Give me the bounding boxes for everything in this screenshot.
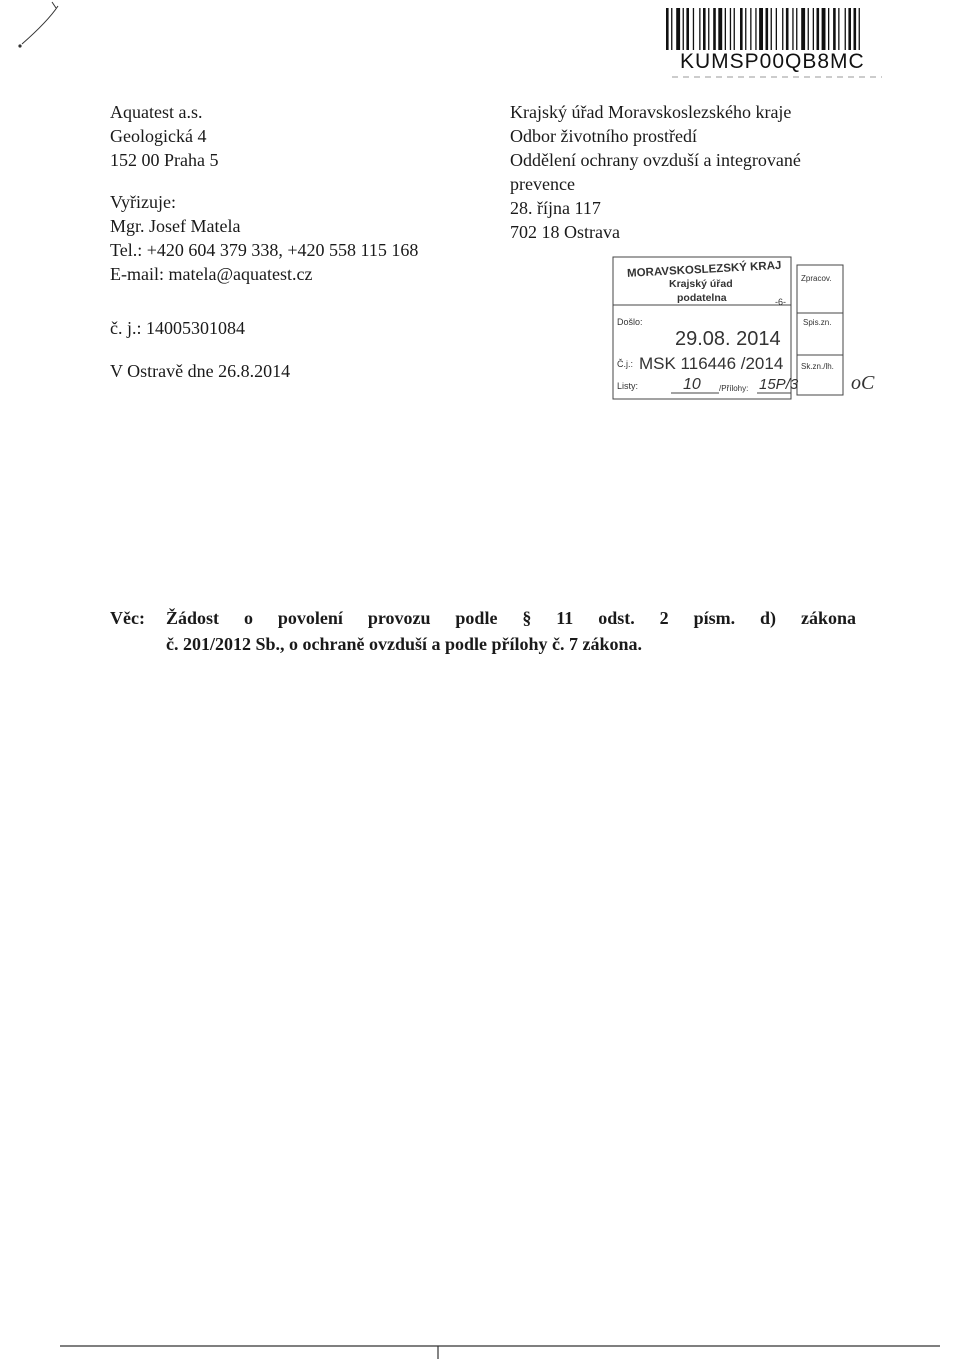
barcode-image (666, 8, 876, 50)
stamp-received-label: Došlo: (617, 317, 643, 327)
stamp-office-number: -6- (775, 297, 786, 307)
subject-text-line-1: Žádost o povolení provozu podle § 11 odst. 2 písm. d) zákona (166, 608, 856, 628)
sender-email: E-mail: matela@aquatest.cz (110, 264, 313, 284)
stamp-attachments-label: /Přílohy: (719, 384, 749, 393)
recipient-address (510, 100, 801, 244)
stamp-file-label: Spis.zn. (803, 318, 832, 327)
stamp-ref-label: Č.j.: (617, 359, 634, 369)
footer-rule (60, 1344, 940, 1359)
reference-number: č. j.: 14005301084 (110, 318, 245, 338)
handler-name: Mgr. Josef Matela (110, 216, 241, 236)
place-and-date: V Ostravě dne 26.8.2014 (110, 361, 291, 381)
barcode-underline (672, 74, 882, 80)
stamp-shred-label: Sk.zn./lh. (801, 362, 834, 371)
stamp-ref-number: MSK 116446 /2014 (639, 354, 784, 373)
recipient-line: 28. října 117 (510, 198, 601, 218)
handwritten-mark: oC (851, 372, 875, 394)
stamp-header-registry: podatelna (677, 292, 727, 304)
stamp-right-box (797, 265, 843, 395)
stamp-attachments-value: 15P/3 (759, 376, 799, 393)
barcode-number: KUMSP00QB8MC (680, 50, 865, 73)
handler-label: Vyřizuje: (110, 192, 176, 212)
stamp-sheets-label: Listy: (617, 381, 639, 391)
stamp-header-region: MORAVSKOSLEZSKÝ KRAJ (626, 259, 782, 280)
recipient-line: Odbor životního prostředí (510, 126, 697, 146)
stamp-processor-label: Zpracov. (801, 274, 832, 283)
recipient-line: Krajský úřad Moravskoslezského kraje (510, 102, 792, 122)
stamp-sheets-value: 10 (683, 376, 701, 393)
stamp-received-date: 29.08. 2014 (675, 328, 781, 350)
sender-city: 152 00 Praha 5 (110, 150, 219, 170)
sender-company: Aquatest a.s. (110, 102, 203, 122)
recipient-line: prevence (510, 174, 575, 194)
subject-text-line-2: č. 201/2012 Sb., o ochraně ovzduší a podle přílohy č. 7 zákona. (166, 634, 643, 654)
sender-address (110, 100, 418, 286)
sender-phone: Tel.: +420 604 379 338, +420 558 115 168 (110, 240, 419, 260)
recipient-line: Oddělení ochrany ovzduší a integrované (510, 150, 801, 170)
sender-street: Geologická 4 (110, 126, 207, 146)
recipient-line: 702 18 Ostrava (510, 222, 620, 242)
subject-label: Věc: (110, 608, 145, 628)
corner-pen-mark (0, 0, 80, 80)
receipt-stamp (611, 255, 847, 402)
stamp-header-office: Krajský úřad (669, 278, 733, 290)
